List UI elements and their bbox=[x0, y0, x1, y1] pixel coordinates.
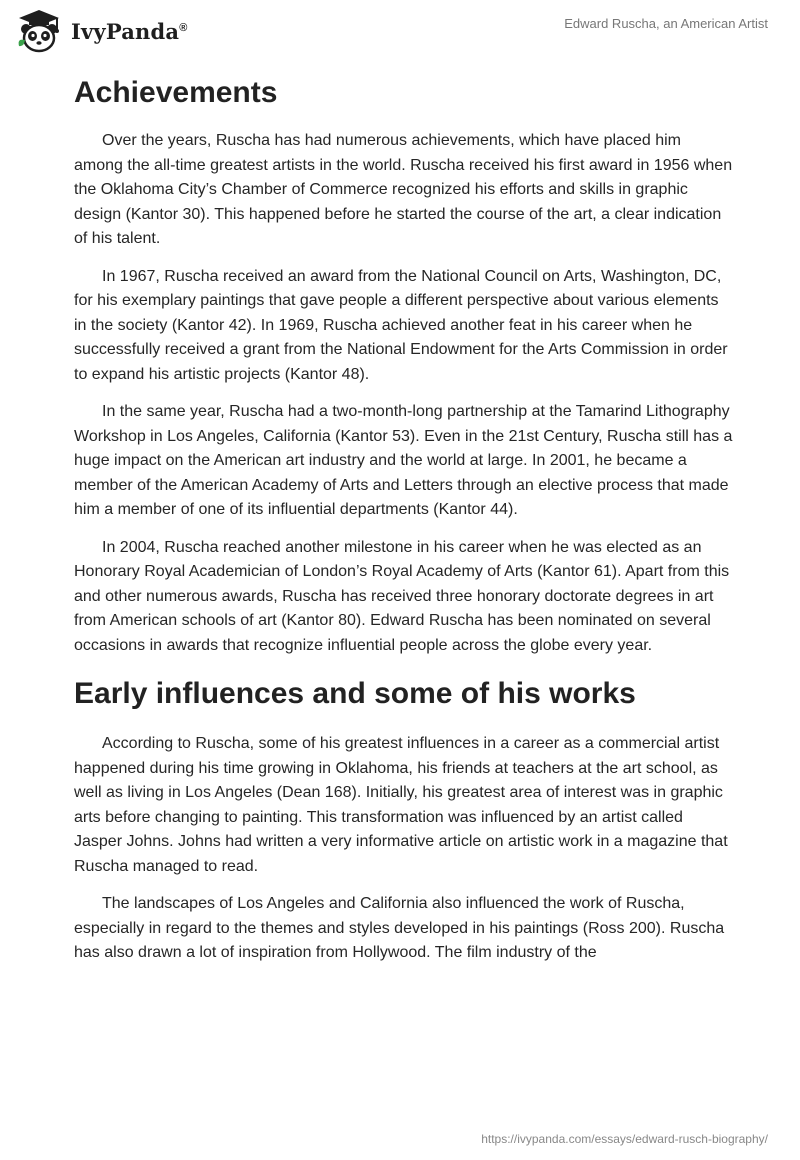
document-title: Edward Ruscha, an American Artist bbox=[564, 16, 768, 31]
paragraph: Over the years, Ruscha has had numerous achievements, which have placed him among the all-time greatest artists in the world. Ruscha received his first award in 1956 when the Oklahoma City’s Chamber of Commerce recognized his efforts and skills in graphic design (Kantor 30). This happened before he started the course of the art, a clear indication of his talent. bbox=[74, 132, 733, 247]
brand-name: IvyPanda® bbox=[71, 18, 188, 44]
paragraph: In 1967, Ruscha received an award from the National Council on Arts, Washington, DC, for his exemplary paintings that gave people a different perspective about various elements in the society (Kantor 42). In 1969, Ruscha achieved another feat in his career when he successfully received a grant from the National Endowment for the Arts Commission in order to expand his artistic projects (Kantor 48). bbox=[74, 267, 728, 383]
section-heading: Achievements bbox=[74, 76, 278, 109]
paragraph: The landscapes of Los Angeles and California also influenced the work of Ruscha, especially in regard to the themes and styles developed in his paintings (Ross 200). Ruscha has also drawn a lot of inspiration from Hollywood. The film industry of the bbox=[74, 895, 725, 961]
essay-body bbox=[74, 70, 734, 979]
paragraph: According to Ruscha, some of his greatest influences in a career as a commercial artist happened during his time growing in Oklahoma, his friends at teachers at the art school, as well as living in Los Angeles (Dean 168). Initially, his greatest area of interest was in graphic arts before changing to painting. This transformation was influenced by an artist called Jasper Johns. Johns had written a very informative article on artistic work in a magazine that Ruscha managed to read. bbox=[74, 735, 728, 875]
source-url[interactable]: https://ivypanda.com/essays/edward-rusch-biography/ bbox=[481, 1132, 768, 1146]
section-heading: Early influences and some of his works bbox=[74, 677, 636, 710]
page-header bbox=[0, 0, 800, 64]
paragraph: In the same year, Ruscha had a two-month-long partnership at the Tamarind Lithography Workshop in Los Angeles, California (Kantor 53). Even in the 21st Century, Ruscha still has a huge impact on the American art industry and the world at large. In 2001, he became a member of the American Academy of Arts and Letters through an elective process that made him a member of one of its influential departments (Kantor 44). bbox=[74, 403, 733, 518]
panda-graduate-icon bbox=[15, 8, 63, 54]
paragraph: In 2004, Ruscha reached another milestone in his career when he was elected as an Honorary Royal Academician of London’s Royal Academy of Arts (Kantor 61). Apart from this and other numerous awards, Ruscha has received three honorary doctorate degrees in art from American schools of art (Kantor 80). Edward Ruscha has been nominated on several occasions in awards that recognize influential people across the globe every year. bbox=[74, 538, 730, 654]
ivypanda-logo[interactable] bbox=[15, 8, 188, 54]
